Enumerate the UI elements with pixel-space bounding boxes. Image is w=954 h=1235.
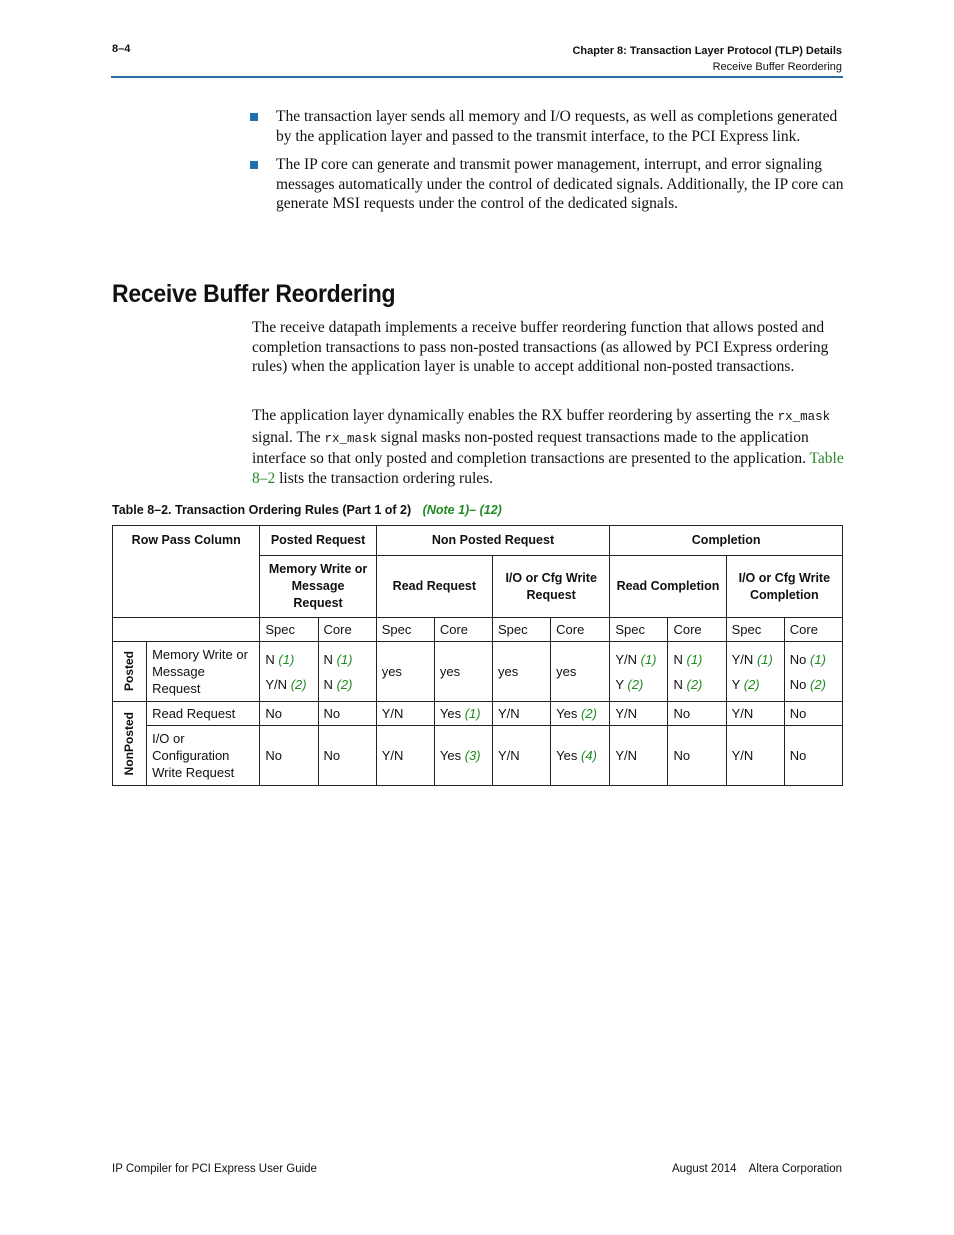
bullet-item — [250, 107, 845, 146]
table-note-link[interactable]: (Note 1)– (12) — [422, 503, 502, 517]
empty-cell — [113, 618, 260, 642]
spec-header: Spec — [493, 618, 551, 642]
signal-name: rx_mask — [777, 410, 831, 424]
table-caption-label: Table 8–2. Transaction Ordering Rules (Part 1 of 2) — [112, 503, 412, 517]
cell: Y/N (1) Y (2) — [726, 642, 784, 702]
bullet-text: The IP core can generate and transmit power management, interrupt, and error signaling messages automatically under the control of dedicated signals. Additionally, the IP core can generate MSI requests under the control of the dedicated signals. — [276, 156, 844, 212]
row-label: Memory Write or Message Request — [147, 642, 260, 702]
core-header: Core — [784, 618, 842, 642]
footer-guide-title: IP Compiler for PCI Express User Guide — [112, 1163, 317, 1175]
section-name: Receive Buffer Reordering — [712, 61, 842, 73]
spec-header: Spec — [376, 618, 434, 642]
cell: yes — [434, 642, 492, 702]
group-header-nonposted: Non Posted Request — [376, 526, 610, 556]
cell: Yes (2) — [551, 702, 610, 726]
cell: No — [318, 726, 376, 786]
transaction-ordering-table — [112, 525, 843, 786]
cell: yes — [376, 642, 434, 702]
cell: No (1) No (2) — [784, 642, 842, 702]
core-header: Core — [551, 618, 610, 642]
paragraph-2 — [252, 406, 844, 488]
subheader: Read Completion — [610, 556, 726, 618]
core-header: Core — [318, 618, 376, 642]
cell: yes — [493, 642, 551, 702]
cell: Y/N (1) Y (2) — [610, 642, 668, 702]
row-pass-column-header: Row Pass Column — [113, 526, 260, 618]
bullet-square-icon — [250, 161, 258, 169]
chapter-title: Chapter 8: Transaction Layer Protocol (TLP) Details — [572, 45, 842, 57]
core-header: Core — [434, 618, 492, 642]
cell: Yes (3) — [434, 726, 492, 786]
table-row — [113, 702, 843, 726]
posted-label: Posted — [122, 651, 137, 692]
group-header-posted: Posted Request — [260, 526, 376, 556]
spec-header: Spec — [610, 618, 668, 642]
text-run: signal masks non-posted request transactions made to the application interface so that only posted and completion transactions are presented to the application. — [252, 428, 810, 467]
row-group-nonposted — [113, 702, 147, 786]
bullet-square-icon — [250, 113, 258, 121]
header-rule — [111, 76, 843, 78]
cell: yes — [551, 642, 610, 702]
running-header — [572, 43, 842, 75]
text-run: signal. The — [252, 428, 325, 446]
page-number: 8–4 — [112, 43, 131, 55]
cell: No — [260, 726, 318, 786]
subheader: Read Request — [376, 556, 492, 618]
group-header-completion: Completion — [610, 526, 843, 556]
cell: Y/N — [493, 702, 551, 726]
footer-date-company: August 2014 Altera Corporation — [671, 1163, 842, 1175]
text-run: lists the transaction ordering rules. — [275, 469, 494, 487]
nonposted-label: NonPosted — [122, 711, 137, 776]
cell: No — [784, 726, 842, 786]
core-header: Core — [668, 618, 726, 642]
cell: No — [668, 702, 726, 726]
table-row — [113, 642, 843, 702]
cell: Y/N — [610, 702, 668, 726]
table-row — [113, 726, 843, 786]
bullet-list — [250, 107, 845, 223]
cell: Y/N — [726, 726, 784, 786]
cell: No — [260, 702, 318, 726]
section-heading: Receive Buffer Reordering — [112, 280, 396, 308]
cell: N (1) N (2) — [318, 642, 376, 702]
cell: N (1) N (2) — [668, 642, 726, 702]
table-caption — [112, 503, 502, 517]
table-cross-reference-link[interactable]: Table 8–2 — [252, 450, 844, 487]
spec-header: Spec — [726, 618, 784, 642]
cell: Yes (4) — [551, 726, 610, 786]
bullet-text: The transaction layer sends all memory and I/O requests, as well as completions generated by the application layer and passed to the transmit interface, to the PCI Express link. — [276, 108, 838, 145]
row-group-posted — [113, 642, 147, 702]
text-run: The application layer dynamically enables the RX buffer reordering by asserting the — [252, 407, 778, 424]
cell: No — [784, 702, 842, 726]
cell: Y/N — [726, 702, 784, 726]
cell: N (1) Y/N (2) — [260, 642, 318, 702]
subheader: I/O or Cfg Write Completion — [726, 556, 842, 618]
cell: Y/N — [376, 726, 434, 786]
row-label: Read Request — [147, 702, 260, 726]
spec-header: Spec — [260, 618, 318, 642]
row-label: I/O or Configuration Write Request — [147, 726, 260, 786]
subheader: Memory Write or Message Request — [260, 556, 376, 618]
cell: Y/N — [376, 702, 434, 726]
cell: Y/N — [610, 726, 668, 786]
cell: Yes (1) — [434, 702, 492, 726]
paragraph-1: The receive datapath implements a receive buffer reordering function that allows posted and completion transactions to pass non-posted transactions (as allowed by PCI Express ordering rules) when the application layer is unable to accept additional non-posted transactions. — [252, 319, 829, 375]
cell: Y/N — [493, 726, 551, 786]
cell: No — [668, 726, 726, 786]
subheader: I/O or Cfg Write Request — [493, 556, 610, 618]
bullet-item — [250, 155, 845, 214]
cell: No — [318, 702, 376, 726]
signal-name: rx_mask — [324, 431, 377, 446]
